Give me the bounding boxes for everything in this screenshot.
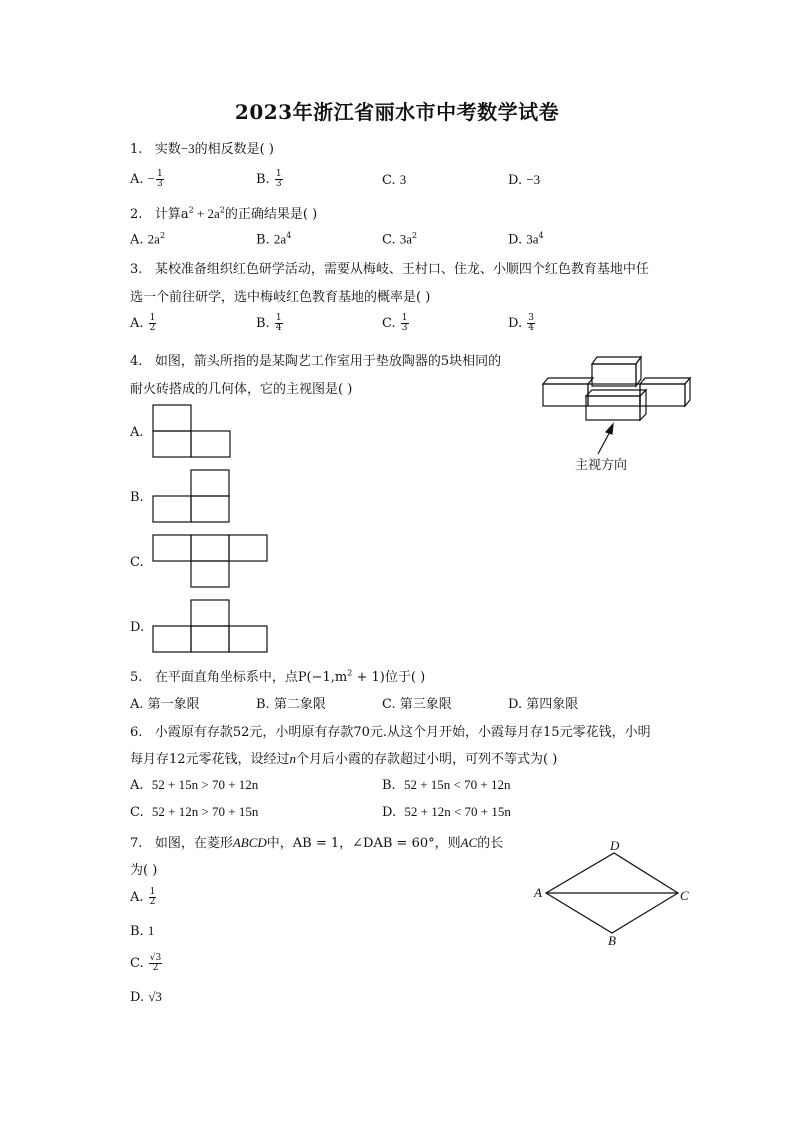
- q2-option-d[interactable]: [508, 231, 544, 247]
- stem-variable: n: [289, 751, 297, 766]
- option-value: 52 + 15n > 70 + 12n: [151, 777, 259, 792]
- stem-variable: AC: [460, 835, 478, 850]
- option-label: B.: [382, 778, 396, 793]
- denominator: 2: [149, 323, 156, 333]
- q4-option-c-figure[interactable]: [152, 534, 270, 588]
- numerator: 1: [275, 169, 282, 179]
- option-sign: −: [147, 171, 156, 186]
- option-value: 第二象限: [273, 697, 326, 712]
- fraction: [527, 314, 535, 333]
- option-label: A.: [130, 697, 144, 712]
- option-label: B.: [256, 232, 270, 248]
- option-label: D.: [508, 316, 523, 331]
- question-6-stem: [130, 721, 651, 740]
- option-label: C.: [382, 173, 396, 188]
- stem-text: 某校准备组织红色研学活动，需要从梅岐、王村口、住龙、小顺四个红色教育基地中任: [154, 262, 649, 277]
- option-value: 第一象限: [147, 697, 200, 712]
- option-value: 第四象限: [526, 697, 579, 712]
- exponent: 2: [188, 205, 194, 215]
- denominator: 2: [149, 897, 156, 907]
- option-value: √3: [148, 989, 162, 1004]
- option-label: D.: [382, 805, 397, 820]
- q4-option-c-label[interactable]: C.: [130, 555, 144, 570]
- rhombus-figure: [530, 838, 695, 950]
- q4-option-a-label[interactable]: A.: [130, 425, 144, 440]
- q1-option-d[interactable]: [508, 172, 540, 188]
- stem-text: 在平面直角坐标系中，点P(−1,m: [154, 670, 348, 685]
- option-label: B.: [256, 172, 270, 187]
- denominator: 2: [152, 963, 159, 973]
- q6-option-b[interactable]: [382, 777, 510, 793]
- q3-option-d[interactable]: [508, 314, 536, 333]
- option-label: A.: [130, 172, 144, 187]
- denominator: 3: [275, 179, 282, 189]
- q2-option-a[interactable]: [130, 231, 165, 247]
- q4-option-b-label[interactable]: B.: [130, 490, 144, 505]
- denominator: 3: [401, 323, 408, 333]
- q6-option-c[interactable]: [130, 804, 258, 820]
- numerator: 1: [149, 887, 156, 897]
- exponent: 2: [347, 668, 353, 678]
- question-6-stem-cont: [130, 748, 557, 767]
- option-label: B.: [256, 697, 270, 712]
- q6-option-a[interactable]: [130, 777, 258, 793]
- vertex-a-label: A: [534, 885, 542, 900]
- page-title: 2023年浙江省丽水市中考数学试卷: [234, 100, 560, 124]
- question-1-stem: [130, 138, 274, 157]
- option-label: D.: [508, 173, 523, 188]
- question-3-stem: [130, 258, 649, 277]
- numerator: 1: [157, 169, 163, 179]
- stem-text: 的正确结果是( ): [224, 207, 318, 222]
- q1-option-b[interactable]: [256, 170, 284, 189]
- question-3-stem-cont: 选一个前往研学，选中梅岐红色教育基地的概率是( ): [130, 290, 431, 305]
- question-7-stem-cont: 为( ): [130, 863, 158, 878]
- stem-text: 每月存12元零花钱，设经过: [130, 752, 290, 767]
- option-value: 2a: [273, 231, 287, 247]
- question-4-stem-cont: 耐火砖搭成的几何体，它的主视图是( ): [130, 382, 353, 397]
- q2-option-b[interactable]: [256, 231, 291, 247]
- vertex-b-label: B: [608, 933, 616, 948]
- stem-variable: ABCD: [232, 835, 267, 850]
- fraction: [149, 888, 157, 907]
- option-label: C.: [130, 956, 144, 971]
- q4-option-a-figure[interactable]: [152, 404, 232, 458]
- q5-option-d[interactable]: [508, 693, 578, 712]
- numerator: √3: [149, 953, 162, 963]
- question-4-stem: [130, 350, 501, 369]
- stem-math: −3: [180, 141, 195, 156]
- option-value: 3a: [399, 231, 413, 247]
- q7-option-b[interactable]: [130, 923, 154, 939]
- option-label: A.: [130, 232, 144, 248]
- stem-text: 的长: [477, 836, 504, 851]
- option-value: 52 + 12n > 70 + 15n: [151, 804, 259, 819]
- q7-option-a[interactable]: [130, 888, 157, 907]
- option-label: C.: [382, 697, 396, 712]
- q2-option-c[interactable]: [382, 231, 417, 247]
- denominator: 4: [528, 323, 534, 333]
- option-value: 52 + 15n < 70 + 12n: [403, 777, 511, 792]
- stem-text: 个月后小霞的存款超过小明，可列不等式为( ): [296, 752, 558, 767]
- option-label: B.: [130, 924, 144, 939]
- numerator: 1: [275, 313, 282, 323]
- stem-text: 计算a: [154, 207, 189, 222]
- exponent: 4: [286, 231, 292, 240]
- option-value: 1: [147, 923, 155, 938]
- option-value: 3: [399, 172, 407, 187]
- q6-option-d[interactable]: [382, 804, 511, 820]
- fraction: [149, 954, 162, 973]
- fraction: [275, 314, 283, 333]
- option-label: C.: [382, 316, 396, 331]
- option-label: A.: [130, 890, 144, 905]
- stem-text: 小霞原有存款52元，小明原有存款70元.从这个月开始，小霞每月存15元零花钱，小明: [154, 725, 651, 740]
- numerator: 3: [528, 313, 534, 323]
- q7-option-d[interactable]: [130, 989, 162, 1005]
- vertex-d-label: D: [610, 838, 620, 853]
- question-number: 6.: [130, 725, 143, 740]
- option-label: D.: [508, 232, 523, 248]
- stem-text: 实数: [154, 142, 181, 157]
- fraction: [401, 314, 409, 333]
- stem-text: 的相反数是( ): [194, 142, 274, 157]
- question-number: 7.: [130, 836, 143, 851]
- exponent: 2: [159, 231, 166, 240]
- question-number: 4.: [130, 354, 143, 369]
- option-value: 3a: [526, 231, 539, 247]
- stem-text: + 1)位于( ): [352, 670, 426, 685]
- exponent: 2: [412, 231, 418, 240]
- stem-math: + 2a: [193, 206, 220, 221]
- option-label: C.: [382, 232, 396, 248]
- q4-option-b-figure[interactable]: [152, 469, 232, 523]
- option-label: C.: [130, 805, 144, 820]
- option-value: −3: [526, 172, 541, 187]
- q1-option-c[interactable]: [382, 172, 406, 188]
- option-value: 52 + 12n < 70 + 15n: [404, 804, 511, 819]
- denominator: 3: [157, 179, 163, 189]
- q3-option-a[interactable]: [130, 314, 157, 333]
- question-number: 3.: [130, 262, 143, 277]
- q1-option-a[interactable]: [130, 170, 165, 189]
- q3-option-b[interactable]: [256, 314, 284, 333]
- fraction: [275, 170, 283, 189]
- q5-option-b[interactable]: [256, 693, 326, 712]
- numerator: 1: [149, 313, 156, 323]
- q7-option-c[interactable]: [130, 954, 163, 973]
- stem-text: 如图，在菱形: [154, 836, 233, 851]
- q3-option-c[interactable]: [382, 314, 410, 333]
- question-7-stem: [130, 832, 503, 851]
- q4-option-d-label[interactable]: D.: [130, 620, 145, 635]
- q5-option-a[interactable]: [130, 693, 200, 712]
- stem-text: 中，AB = 1，∠DAB = 60°，则: [266, 836, 461, 851]
- exponent: 2: [219, 205, 225, 215]
- q5-option-c[interactable]: [382, 693, 452, 712]
- exponent: 4: [538, 231, 544, 240]
- fraction: [156, 170, 164, 189]
- numerator: 1: [401, 313, 408, 323]
- option-label: A.: [130, 316, 144, 331]
- option-value: 第三象限: [399, 697, 452, 712]
- vertex-c-label: C: [680, 888, 689, 903]
- question-number: 2.: [130, 207, 143, 222]
- question-5-stem: [130, 666, 425, 685]
- q4-option-d-figure[interactable]: [152, 599, 270, 653]
- stem-text: 如图，箭头所指的是某陶艺工作室用于垫放陶器的5块相同的: [154, 354, 502, 369]
- option-value: 2a: [147, 231, 160, 247]
- question-2-stem: [130, 203, 317, 222]
- view-direction-label: 主视方向: [575, 458, 628, 473]
- option-label: D.: [130, 990, 145, 1005]
- option-label: D.: [508, 697, 523, 712]
- fraction: [149, 314, 157, 333]
- denominator: 4: [275, 323, 282, 333]
- option-label: A.: [130, 778, 144, 793]
- option-label: B.: [256, 316, 270, 331]
- question-number: 1.: [130, 142, 143, 157]
- question-number: 5.: [130, 670, 143, 685]
